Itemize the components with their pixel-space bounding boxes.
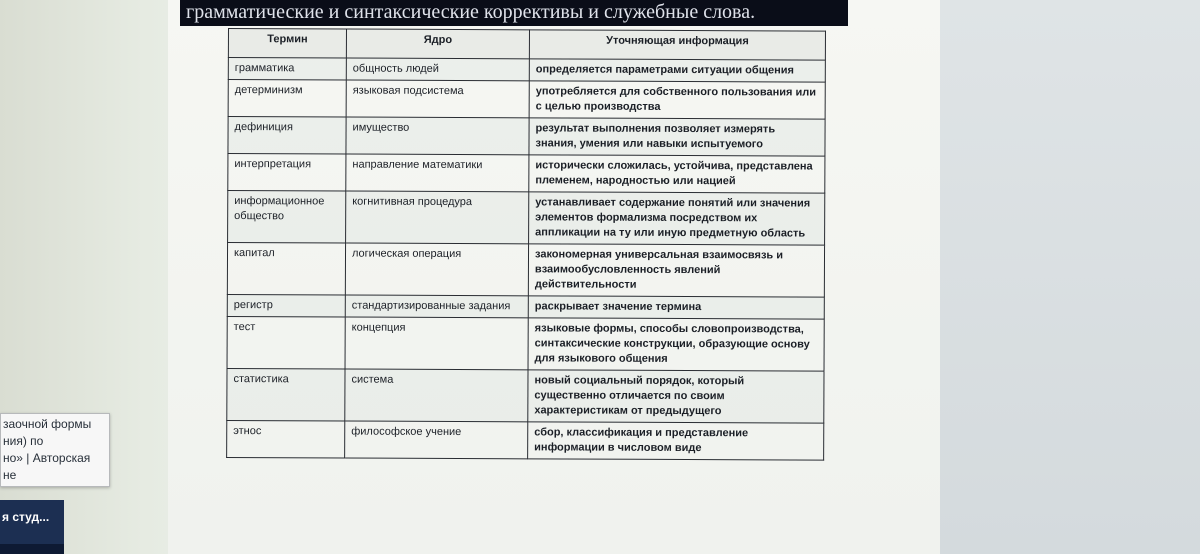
taskbar-item[interactable] bbox=[0, 500, 64, 554]
info-cell: устанавливает содержание понятий или значения элементов формализма посредством их аппликации на ту или иную предметную область bbox=[529, 192, 825, 245]
core-cell: система bbox=[345, 369, 528, 422]
taskbar-item-label: я студ... bbox=[2, 510, 50, 524]
table-row bbox=[227, 368, 824, 423]
popup-line: но» | Авторская bbox=[3, 451, 91, 465]
term-cell: тест bbox=[227, 316, 345, 369]
core-cell: общность людей bbox=[346, 58, 529, 81]
table-row bbox=[227, 420, 824, 460]
popup-line: ния) по bbox=[3, 434, 44, 448]
table-row bbox=[227, 316, 824, 371]
term-cell: капитал bbox=[227, 243, 345, 296]
header-info: Уточняющая информация bbox=[529, 30, 825, 60]
term-cell: этнос bbox=[227, 420, 345, 458]
table-row bbox=[227, 243, 824, 298]
terms-table bbox=[226, 28, 826, 461]
core-cell: языковая подсистема bbox=[346, 80, 529, 118]
info-cell: закономерная универсальная взаимосвязь и взаимообусловленность явлений действительности bbox=[528, 244, 824, 297]
info-cell: раскрывает значение термина bbox=[528, 296, 824, 319]
term-cell: дефиниция bbox=[228, 117, 346, 155]
header-core: Ядро bbox=[346, 29, 529, 59]
term-cell: грамматика bbox=[228, 58, 346, 81]
table-row bbox=[228, 58, 825, 83]
taskbar-strip bbox=[0, 544, 64, 554]
term-cell: регистр bbox=[227, 294, 345, 317]
table-header-row bbox=[228, 29, 825, 61]
table-row bbox=[228, 154, 825, 194]
core-cell: концепция bbox=[345, 317, 528, 370]
popup-line: заочной формы bbox=[3, 417, 92, 431]
core-cell: направление математики bbox=[346, 154, 529, 192]
popup-line: не bbox=[3, 468, 17, 482]
table-row bbox=[228, 191, 825, 246]
core-cell: когнитивная процедура bbox=[346, 191, 529, 244]
info-cell: определяется параметрами ситуации общения bbox=[529, 59, 825, 82]
right-side-panel bbox=[940, 0, 1200, 554]
term-cell: детерминизм bbox=[228, 80, 346, 118]
term-cell: информационное общество bbox=[228, 191, 346, 244]
info-cell: употребляется для собственного пользования или с целью производства bbox=[529, 81, 825, 119]
page-heading: грамматические и синтаксические коррективы и служебные слова. bbox=[180, 0, 848, 26]
term-cell: статистика bbox=[227, 368, 345, 421]
table-row bbox=[228, 80, 825, 120]
info-cell: новый социальный порядок, который существенно отличается по своим характеристикам от предыдущего bbox=[528, 370, 824, 423]
table-row bbox=[227, 294, 824, 319]
link-tooltip-popup[interactable] bbox=[0, 413, 110, 487]
core-cell: логическая операция bbox=[345, 243, 528, 296]
core-cell: философское учение bbox=[345, 421, 528, 459]
core-cell: стандартизированные задания bbox=[345, 295, 528, 318]
info-cell: результат выполнения позволяет измерять знания, умения или навыки испытуемого bbox=[529, 118, 825, 156]
term-cell: интерпретация bbox=[228, 154, 346, 192]
header-term: Термин bbox=[228, 29, 346, 59]
core-cell: имущество bbox=[346, 117, 529, 155]
info-cell: сбор, классификация и представление информации в числовом виде bbox=[528, 422, 824, 460]
info-cell: исторически сложилась, устойчива, представлена племенем, народностью или нацией bbox=[529, 155, 825, 193]
table-row bbox=[228, 117, 825, 157]
info-cell: языковые формы, способы словопроизводства, синтаксические конструкции, образующие основу для языкового общения bbox=[528, 318, 824, 371]
